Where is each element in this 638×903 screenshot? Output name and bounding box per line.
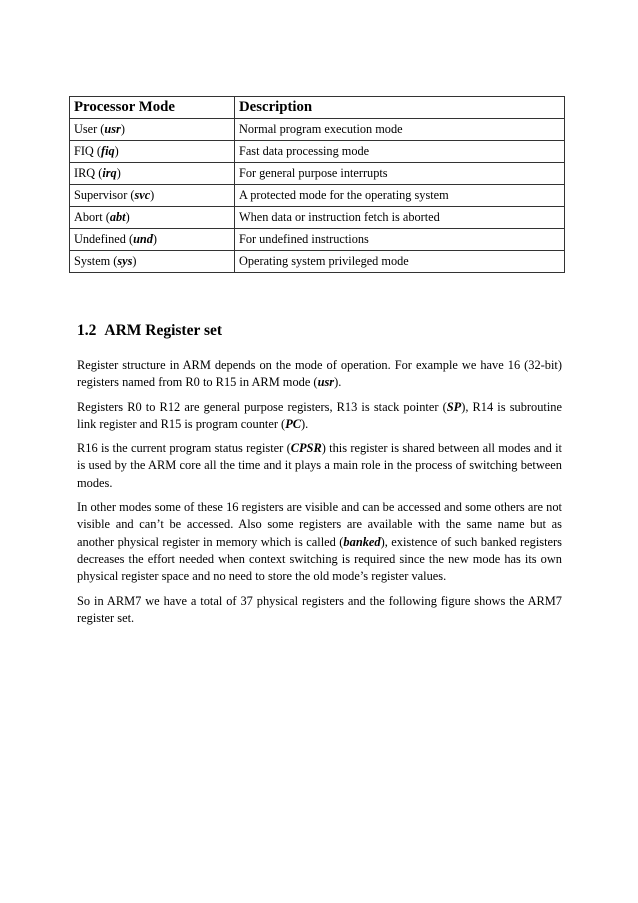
emphasis: banked [343,534,381,549]
text-run: Register structure in ARM depends on the mode of operation. For example we have 16 (32-bit) registers named from R0 to R15 in ARM mode ( [77,358,562,390]
mode-cell: FIQ (fiq) [70,141,235,163]
mode-abbr: svc [134,188,151,202]
mode-cell: System (sys) [70,251,235,273]
description-cell: Fast data processing mode [235,141,565,163]
emphasis: usr [317,375,335,390]
emphasis: CPSR [290,441,322,456]
mode-cell: IRQ (irq) [70,163,235,185]
text-run: Registers R0 to R12 are general purpose registers, R13 is stack pointer ( [77,399,447,414]
mode-abbr: fiq [101,144,115,158]
section-heading [77,322,222,340]
paragraph [77,593,562,628]
mode-abbr: abt [109,210,126,224]
table-row [70,251,565,273]
description-cell: When data or instruction fetch is aborted [235,207,565,229]
paragraph [77,399,562,434]
mode-cell: Supervisor (svc) [70,185,235,207]
mode-abbr: und [133,232,153,246]
description-cell: Normal program execution mode [235,119,565,141]
mode-abbr: usr [104,122,121,136]
table-row [70,119,565,141]
mode-abbr: irq [102,166,117,180]
mode-name: Undefined [74,232,126,246]
mode-cell: Abort (abt) [70,207,235,229]
paragraph [77,357,562,392]
table-row [70,141,565,163]
text-run: In other modes some of these 16 registers are visible and can be accessed and some others are not visible and can’t be accessed. Also some registers are available with the same name but as another physical register in memory which is called ( [77,500,562,549]
text-run: ). [301,416,309,431]
emphasis: SP [446,399,462,414]
mode-name: IRQ [74,166,96,180]
section-number: 1.2 [77,322,97,339]
text-run: ), existence of such banked registers decreases the effort needed when context switching is required since the new mode has its own physical register space and no need to store the old mode’s register values. [77,534,562,584]
section-body [77,357,562,634]
text-run: ). [334,375,342,390]
section-title: ARM Register set [104,322,223,339]
description-cell: For general purpose interrupts [235,163,565,185]
table-row [70,207,565,229]
mode-name: Supervisor [74,188,128,202]
mode-name: FIQ [74,144,94,158]
description-cell: For undefined instructions [235,229,565,251]
table-row [70,163,565,185]
text-run: ) this register is shared between all modes and it is used by the ARM core all the time and it plays a main role in the process of switching between modes. [77,441,562,490]
header-processor-mode: Processor Mode [70,97,235,119]
paragraph [77,499,562,585]
text-run: So in ARM7 we have a total of 37 physical registers and the following figure shows the ARM7 register set. [77,593,562,625]
description-cell: Operating system privileged mode [235,251,565,273]
emphasis: PC [285,416,302,431]
table-row [70,185,565,207]
paragraph [77,440,562,492]
mode-cell: Undefined (und) [70,229,235,251]
header-description: Description [235,97,565,119]
text-run: ), R14 is subroutine link register and R15 is program counter ( [77,399,562,431]
mode-name: User [74,122,98,136]
description-cell: A protected mode for the operating system [235,185,565,207]
table-row [70,229,565,251]
table-header-row [70,97,565,119]
mode-name: System [74,254,111,268]
mode-abbr: sys [117,254,133,268]
text-run: R16 is the current program status register ( [77,441,291,456]
processor-modes-table [69,96,565,273]
mode-name: Abort [74,210,103,224]
mode-cell: User (usr) [70,119,235,141]
